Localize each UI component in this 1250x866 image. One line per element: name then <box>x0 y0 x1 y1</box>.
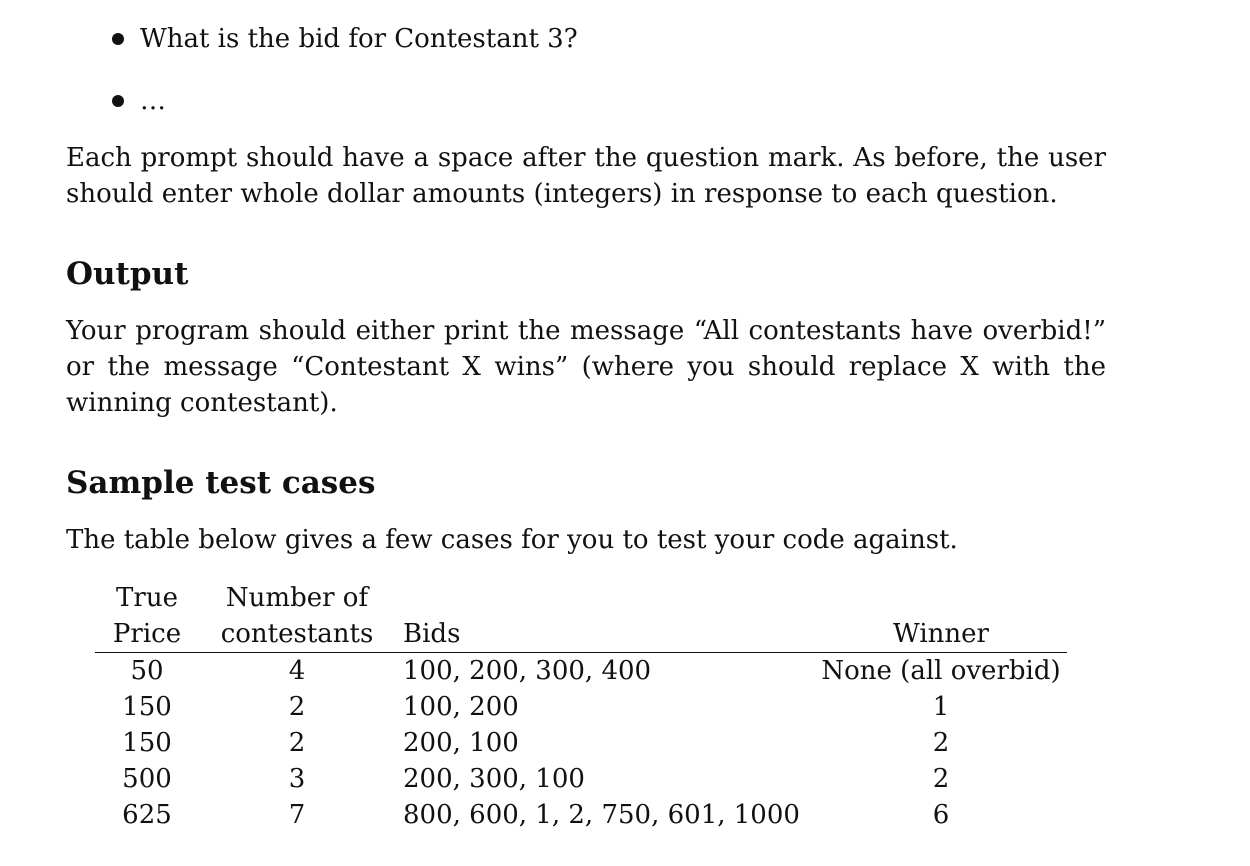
true-price-cell: 50 <box>130 656 164 686</box>
header-cell <box>395 580 815 616</box>
header-cell: Number of <box>225 583 369 613</box>
table-header-row <box>95 616 1067 653</box>
list-item <box>110 18 578 80</box>
contestants-cell: 7 <box>288 800 306 830</box>
bids-cell: 200, 300, 100 <box>403 764 585 794</box>
header-cell: Price <box>95 616 199 653</box>
contestants-cell: 4 <box>288 656 306 686</box>
bullet-text: … <box>140 86 166 116</box>
bids-cell: 100, 200 <box>403 692 519 722</box>
bullet-dot-icon <box>112 33 124 45</box>
contestants-cell: 2 <box>288 692 306 722</box>
header-cell <box>815 580 1067 616</box>
winner-cell: 6 <box>932 800 950 830</box>
winner-cell: None (all overbid) <box>821 656 1061 686</box>
bullet-dot-icon <box>112 95 124 107</box>
table-row <box>95 797 1067 833</box>
bids-cell: 200, 100 <box>403 728 519 758</box>
bullet-text: What is the bid for Contestant 3? <box>140 24 578 54</box>
table-row <box>95 725 1067 761</box>
sample-tests-paragraph: The table below gives a few cases for you to test your code against. <box>66 525 958 555</box>
output-heading: Output <box>66 256 189 292</box>
table-row <box>95 653 1067 690</box>
bids-cell: 100, 200, 300, 400 <box>403 656 652 686</box>
true-price-cell: 150 <box>122 692 172 722</box>
table-row <box>95 761 1067 797</box>
table-row <box>95 689 1067 725</box>
winner-cell: 2 <box>932 764 950 794</box>
test-cases-table <box>95 580 1067 833</box>
contestants-cell: 2 <box>288 728 306 758</box>
header-cell: Bids <box>395 616 815 653</box>
header-cell: Winner <box>815 616 1067 653</box>
header-cell: True <box>116 583 178 613</box>
table-header-row <box>95 580 1067 616</box>
output-paragraph: Your program should either print the message “All contestants have overbid!” or the message “Contestant X wins” (where you should replace X with the winning contestant). <box>66 316 1106 418</box>
bids-cell: 800, 600, 1, 2, 750, 601, 1000 <box>403 800 800 830</box>
contestants-cell: 3 <box>288 764 306 794</box>
true-price-cell: 150 <box>122 728 172 758</box>
list-item <box>110 80 578 142</box>
intro-paragraph: Each prompt should have a space after the question mark. As before, the user should enter whole dollar amounts (integers) in response to each question. <box>66 143 1106 209</box>
winner-cell: 2 <box>932 728 950 758</box>
true-price-cell: 500 <box>122 764 172 794</box>
sample-tests-heading: Sample test cases <box>66 465 376 501</box>
true-price-cell: 625 <box>122 800 172 830</box>
winner-cell: 1 <box>932 692 950 722</box>
bullet-list <box>110 18 578 142</box>
test-cases-table-wrapper <box>95 580 1067 833</box>
header-cell: contestants <box>199 616 395 653</box>
